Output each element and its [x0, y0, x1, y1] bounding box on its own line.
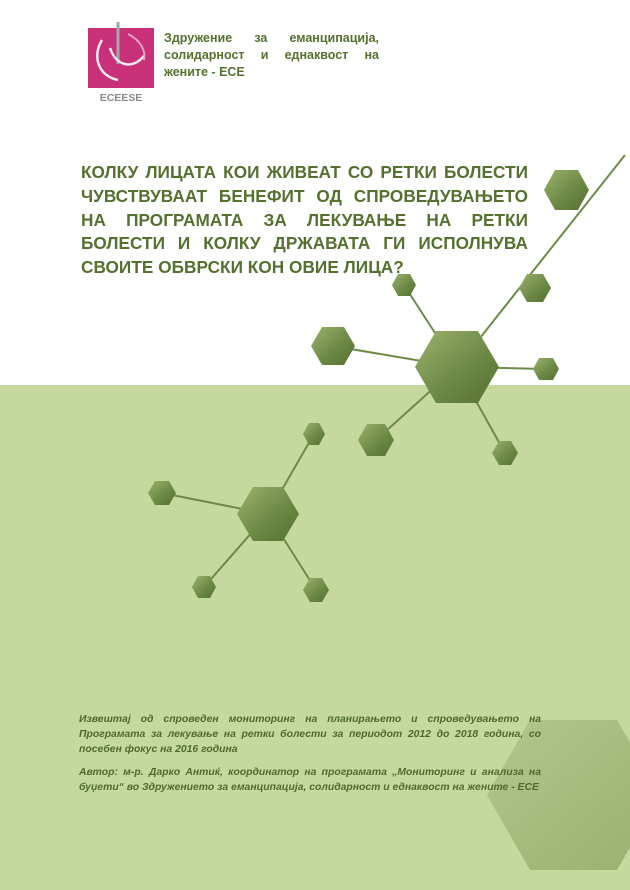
hexagon-lower-bottom-right	[303, 578, 329, 602]
hexagon-upper-right-small	[533, 358, 559, 380]
report-info	[79, 712, 541, 803]
organization-name: Здружение за еманципација, солидарност и еднаквост на жените - ЕСЕ	[164, 31, 379, 79]
ese-logo	[88, 20, 154, 104]
hexagon-lower-left	[148, 481, 176, 505]
hexagon-lower-bottom-left	[192, 576, 216, 598]
hexagon-upper-left	[311, 327, 355, 365]
hexagon-upper-right-top	[544, 170, 589, 210]
logo-text: ЕСЕЕЅЕ	[99, 92, 143, 104]
hexagon-mid-right	[492, 441, 518, 465]
hexagon-lower-top	[303, 423, 325, 445]
report-description: Извештај од спроведен мониторинг на планирањето и спроведувањето на Програмата за лекување на ретки болести за периодот 2012 до 2018 година, со посебен фокус на 2016 година	[79, 714, 541, 755]
report-author: Автор: м-р. Дарко Антиќ, координатор на програмата „Мониторинг и анализа на буџети“ во Здружението за еманципација, солидарност и еднаквост на жените - ЕСЕ	[79, 767, 541, 793]
hexagon-lower-large	[237, 487, 299, 541]
report-title: КОЛКУ ЛИЦАТА КОИ ЖИВЕАТ СО РЕТКИ БОЛЕСТИ ЧУВСТВУВААТ БЕНЕФИТ ОД СПРОВЕДУВАЊЕТО НА ПРОГРАМАТА ЗА ЛЕКУВАЊЕ НА РЕТКИ БОЛЕСТИ И КОЛКУ ДРЖАВАТА ГИ ИСПОЛНУВА СВОИТЕ ОБВРСКИ КОН ОВИЕ ЛИЦА?	[81, 162, 528, 278]
